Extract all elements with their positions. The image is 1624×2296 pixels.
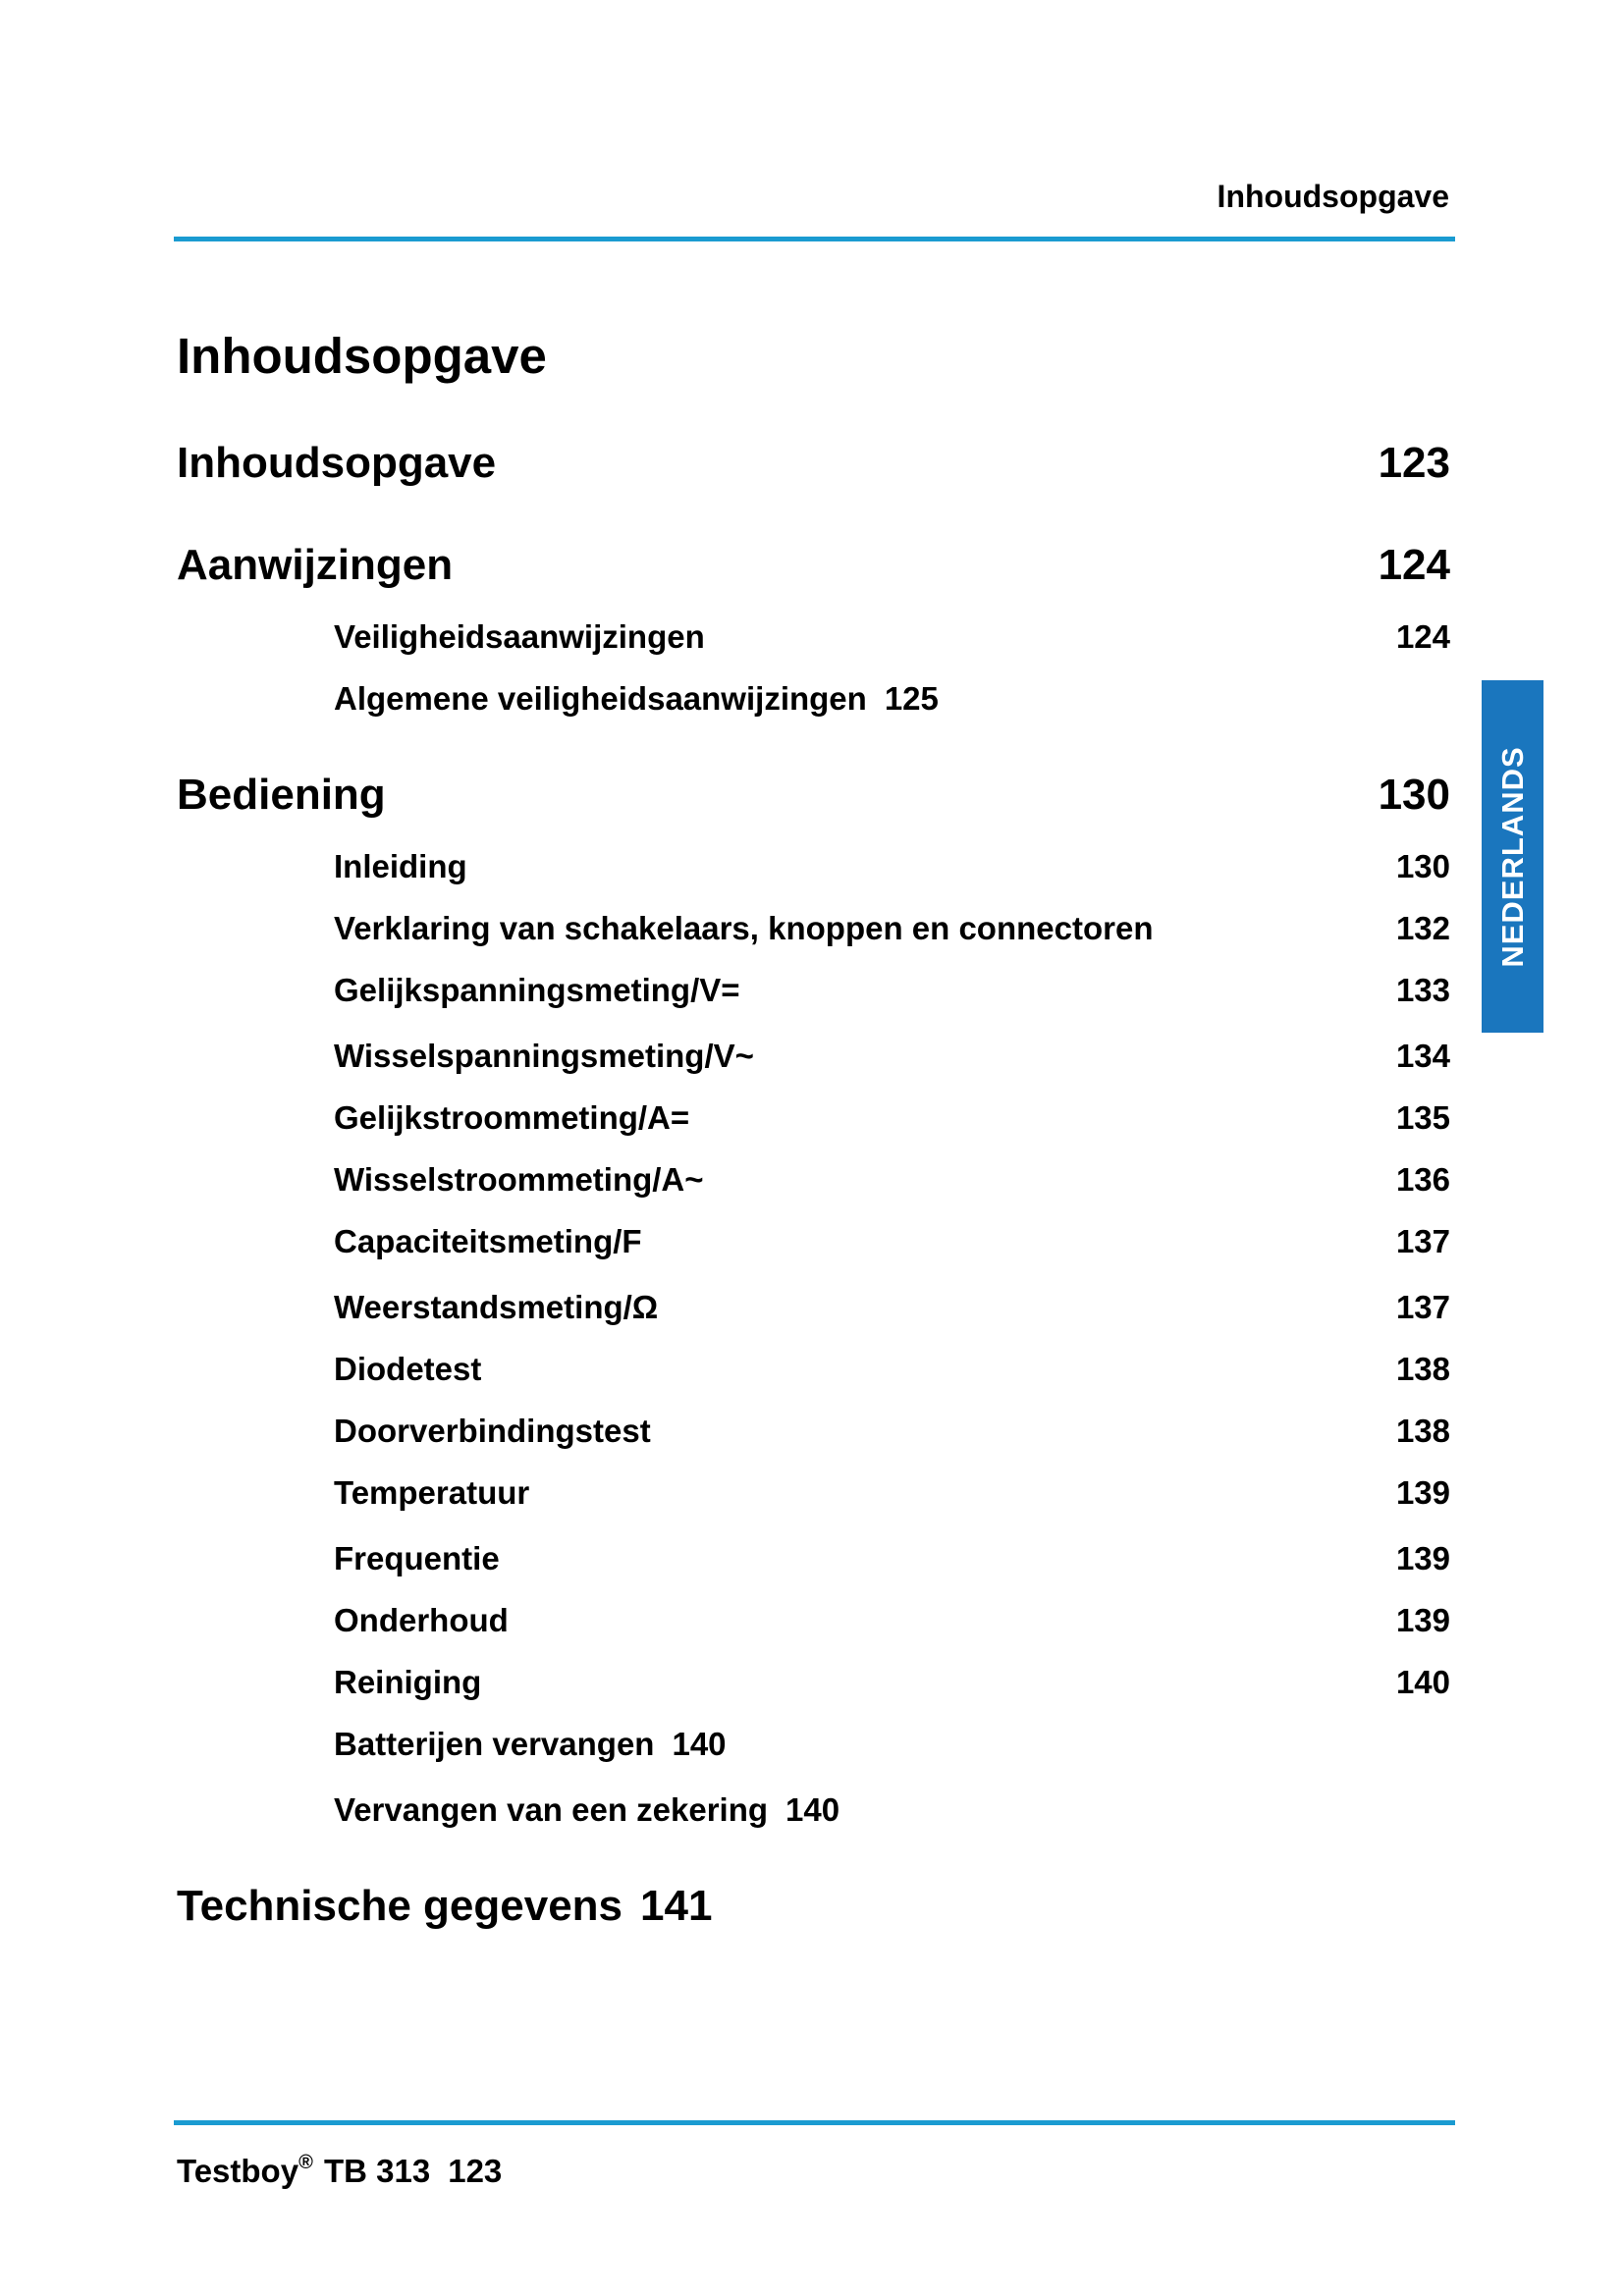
toc-entry-page: 140 [672,1726,727,1762]
toc-entry-page: 130 [1395,848,1450,884]
toc-entry[interactable] [0,1145,1624,1200]
toc-entry[interactable] [0,1877,1624,1932]
toc-entry-page: 138 [1395,1413,1450,1449]
toc-entry-title: Temperatuur [334,1474,530,1511]
footer-rule [174,2120,1455,2125]
toc-entry[interactable] [0,1396,1624,1451]
toc-entry[interactable] [0,831,1624,886]
toc-entry-title: Frequentie [334,1540,500,1576]
toc-entry[interactable] [0,664,1624,719]
toc-entry-title: Verklaring van schakelaars, knoppen en connectoren [334,910,1154,946]
toc-entry-page: 137 [1395,1223,1450,1259]
footer-brand: Testboy [177,2153,299,2189]
toc-entry-page: 141 [640,1882,713,1930]
toc-entry-page: 125 [884,680,939,717]
toc-entry-page: 140 [785,1791,840,1828]
toc-entry-page: 138 [1395,1351,1450,1387]
toc-entry-title: Inhoudsopgave [177,439,497,487]
toc-entry-title: Veiligheidsaanwijzingen [334,618,705,655]
toc-entry-title: Aanwijzingen [177,541,454,589]
toc-entry-title-with-page: Vervangen van een zekering 140 [334,1791,840,1828]
toc-entry-page: 135 [1395,1099,1450,1136]
toc-entry[interactable] [0,1021,1624,1076]
footer-model: TB 313 [324,2153,431,2189]
toc-entry[interactable] [0,1272,1624,1327]
registered-mark: ® [298,2152,313,2173]
toc-entry[interactable] [0,1585,1624,1640]
toc-entry[interactable] [0,1206,1624,1261]
toc-entry-page: 133 [1395,972,1450,1008]
toc-entry[interactable] [0,955,1624,1010]
language-label: NEDERLANDS [1494,745,1530,968]
toc-entry-page: 130 [1378,771,1450,819]
toc-entry-page: 124 [1378,541,1450,589]
page-title: Inhoudsopgave [177,328,547,384]
toc-entry-page: 140 [1395,1664,1450,1700]
toc-entry-page: 136 [1395,1161,1450,1198]
language-side-tab [1482,680,1543,1033]
toc-entry-title: Gelijkstroommeting/A= [334,1099,690,1136]
toc-entry[interactable] [0,1458,1624,1513]
toc-entry-page: 139 [1395,1474,1450,1511]
toc-entry[interactable] [0,1334,1624,1389]
toc-entry-title: Wisselstroommeting/A~ [334,1161,704,1198]
toc-entry-title: Gelijkspanningsmeting/V= [334,972,740,1008]
toc-entry[interactable] [0,1709,1624,1764]
toc-entry[interactable] [0,766,1624,821]
footer [177,2150,502,2193]
toc-entry-title: Capaciteitsmeting/F [334,1223,642,1259]
toc-entry-page: 139 [1395,1540,1450,1576]
toc-entry-title: Bediening [177,771,386,819]
toc-entry-page: 132 [1395,910,1450,946]
toc-entry-title-with-page: Algemene veiligheidsaanwijzingen 125 [334,680,939,717]
toc-entry[interactable] [0,893,1624,948]
toc-entry[interactable] [0,602,1624,657]
toc-entry[interactable] [0,1523,1624,1578]
toc-entry-title: Diodetest [334,1351,482,1387]
toc-entry-title-with-page: Batterijen vervangen 140 [334,1726,727,1762]
toc-entry-page: 134 [1395,1038,1450,1074]
header-rule [174,237,1455,241]
toc-entry-title: Inleiding [334,848,467,884]
toc-entry-title: Wisselspanningsmeting/V~ [334,1038,754,1074]
toc-entry[interactable] [0,536,1624,591]
toc-entry[interactable] [0,1775,1624,1830]
toc-entry-page: 124 [1395,618,1450,655]
toc-entry[interactable] [0,1083,1624,1138]
toc-entry-page: 123 [1378,439,1450,487]
toc-entry-title: Weerstandsmeting/Ω [334,1289,659,1325]
footer-page-number: 123 [448,2153,503,2189]
toc-entry-title-with-page: Technische gegevens 141 [177,1882,713,1930]
running-header: Inhoudsopgave [1217,179,1449,214]
toc-entry-title: Doorverbindingstest [334,1413,651,1449]
toc-entry[interactable] [0,434,1624,489]
toc-entry-title: Reiniging [334,1664,482,1700]
toc-entry-title: Onderhoud [334,1602,509,1638]
toc-entry-page: 139 [1395,1602,1450,1638]
toc-entry-page: 137 [1395,1289,1450,1325]
toc-entry[interactable] [0,1647,1624,1702]
